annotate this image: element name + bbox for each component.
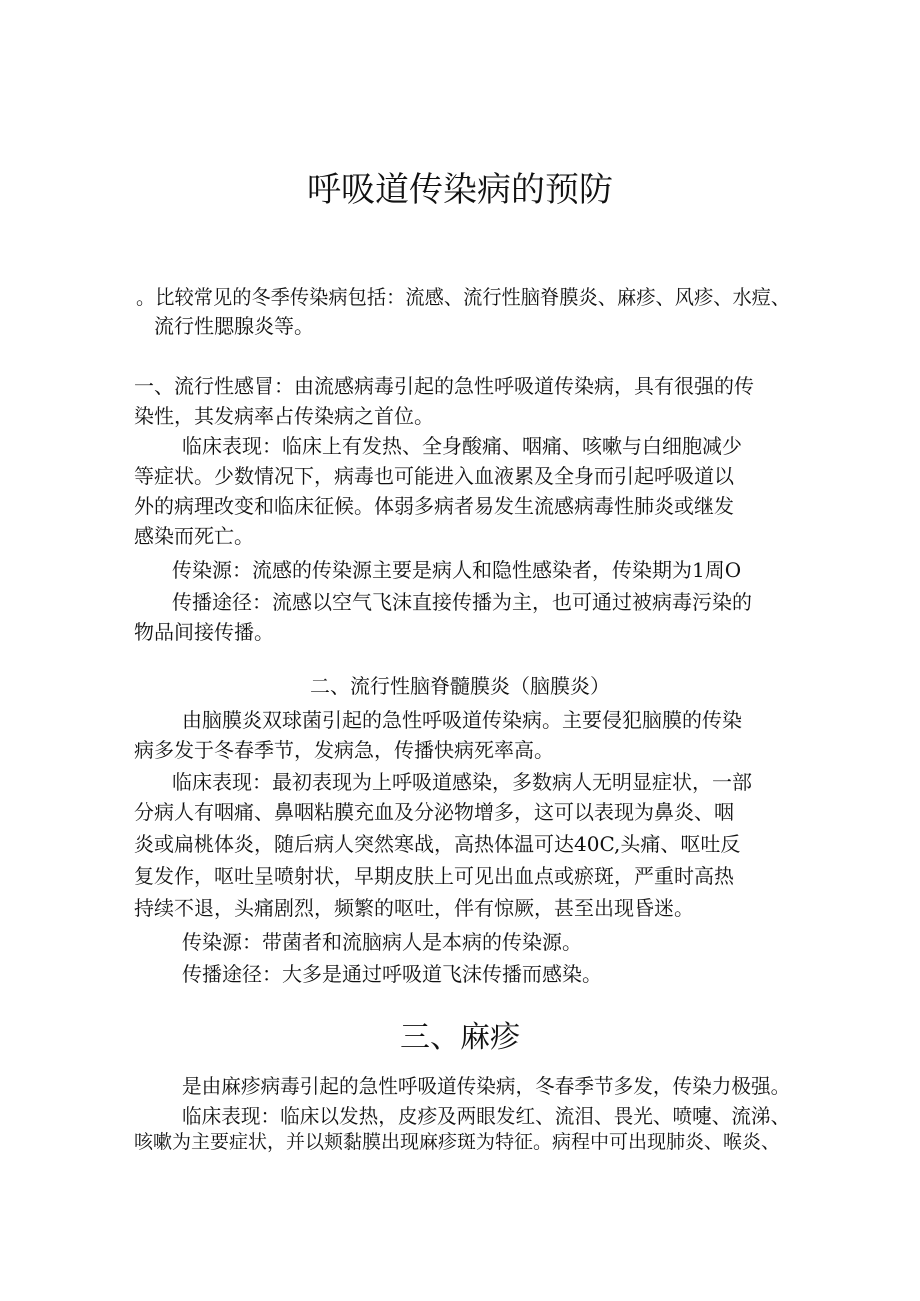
section2-line: 持续不退，头痛剧烈，频繁的呕吐，伴有惊厥，甚至出现昏迷。 — [134, 896, 694, 920]
section1-line: 传播途径：流感以空气飞沫直接传播为主，也可通过被病毒污染的 — [172, 590, 752, 614]
section3-heading: 三、麻疹 — [400, 1020, 520, 1055]
section2-line: 炎或扁桃体炎，随后病人突然寒战，高热体温可达40C,头痛、呕吐反 — [134, 832, 741, 856]
section3-line: 临床表现：临床以发热，皮疹及两眼发红、流泪、畏光、喷嚏、流涕、 — [182, 1104, 791, 1128]
section2-line: 分病人有咽痛、鼻咽粘膜充血及分泌物增多，这可以表现为鼻炎、咽 — [134, 800, 734, 824]
section1-line: 一、流行性感冒：由流感病毒引起的急性呼吸道传染病，具有很强的传 — [134, 374, 754, 398]
section2-line: 病多发于冬春季节，发病急，传播快病死率高。 — [134, 738, 554, 762]
section1-line: 临床表现：临床上有发热、全身酸痛、咽痛、咳嗽与白细胞减少 — [182, 434, 742, 458]
section2-line: 临床表现：最初表现为上呼吸道感染，多数病人无明显症状，一部 — [172, 770, 752, 794]
section2-line: 由脑膜炎双球菌引起的急性呼吸道传染病。主要侵犯脑膜的传染 — [182, 708, 742, 732]
document-title: 呼吸道传染病的预防 — [307, 170, 613, 210]
section1-line: 外的病理改变和临床征候。体弱多病者易发生流感病毒性肺炎或继发 — [134, 494, 734, 518]
section3-line: 咳嗽为主要症状，并以颊黏膜出现麻疹斑为特征。病程中可出现肺炎、喉炎、 — [134, 1131, 781, 1153]
section2-line: 传染源：带菌者和流脑病人是本病的传染源。 — [182, 930, 582, 954]
section2-line: 传播途径：大多是通过呼吸道飞沫传播而感染。 — [182, 962, 602, 986]
section2-heading: 二、流行性脑脊髓膜炎（脑膜炎） — [310, 674, 610, 698]
section1-line: 物品间接传播。 — [134, 620, 274, 644]
section1-line: 染性，其发病率占传染病之首位。 — [134, 404, 434, 428]
section1-line: 等症状。少数情况下，病毒也可能进入血液累及全身而引起呼吸道以 — [134, 464, 734, 488]
intro-line: 流行性腮腺炎等。 — [154, 314, 314, 338]
section3-line: 是由麻疹病毒引起的急性呼吸道传染病，冬春季节多发，传染力极强。 — [182, 1074, 791, 1098]
section2-line: 复发作，呕吐呈喷射状，早期皮肤上可见出血点或瘀斑，严重时高热 — [134, 864, 734, 888]
intro-line: 。比较常见的冬季传染病包括：流感、流行性脑脊膜炎、麻疹、风疹、水痘、 — [136, 285, 791, 309]
section1-line: 感染而死亡。 — [134, 524, 254, 548]
section1-line: 传染源：流感的传染源主要是病人和隐性感染者，传染期为1周O — [172, 558, 742, 582]
